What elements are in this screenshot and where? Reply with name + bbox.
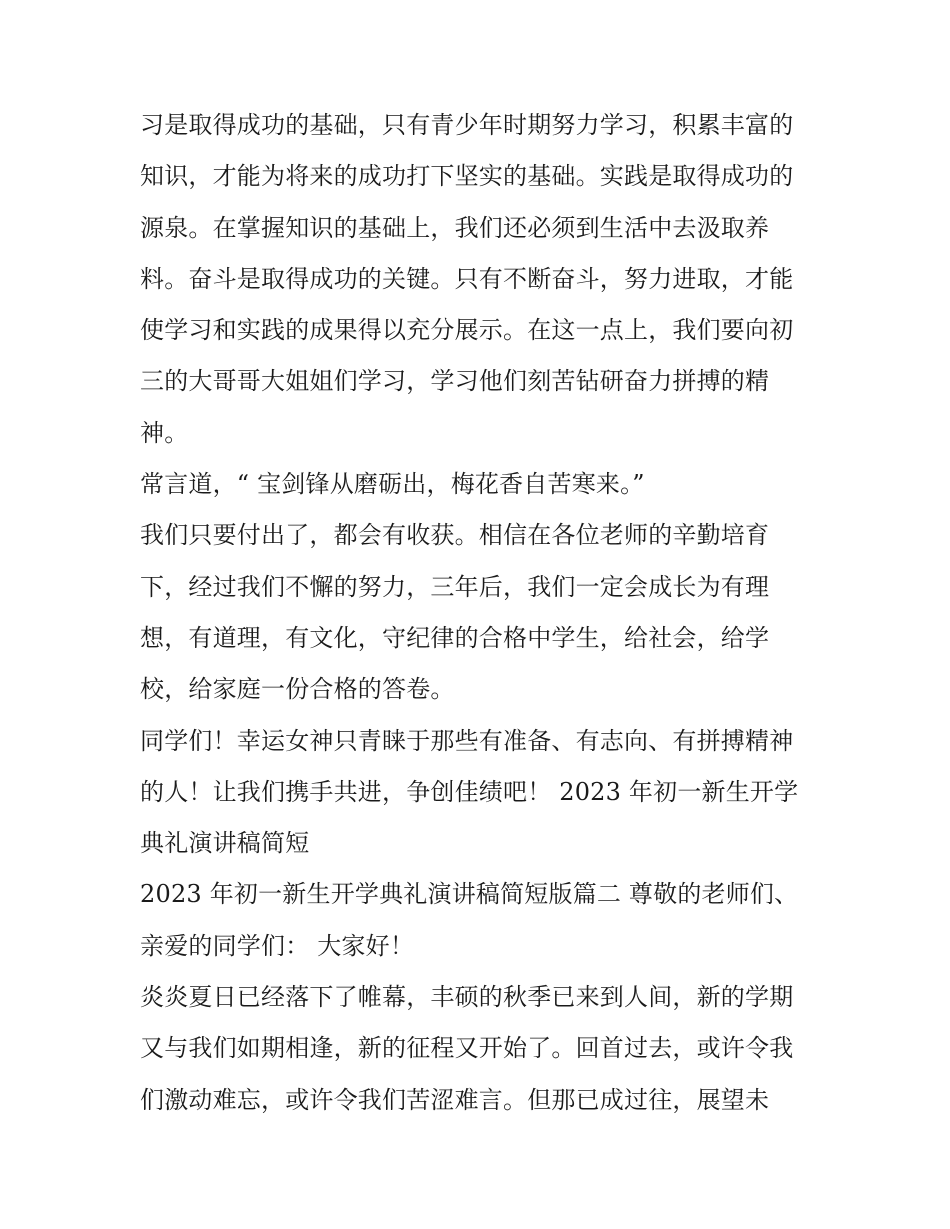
text-line: 炎炎夏日已经落下了帷幕，丰硕的秋季已来到人间，新的学期 xyxy=(140,983,794,1012)
text-line: 习是取得成功的基础，只有青少年时期努力学习，积累丰富的 xyxy=(140,111,794,139)
text-line: 的人！让我们携手共进，争创佳绩吧！ 2023 年初一新生开学 xyxy=(140,777,799,806)
text-line: 想，有道理，有文化，守纪律的合格中学生，给社会，给学 xyxy=(140,623,770,652)
text-line: 又与我们如期相逢，新的征程又开始了。回首过去，或许令我 xyxy=(140,1034,794,1063)
text-line: 料。奋斗是取得成功的关键。只有不断奋斗，努力进取，才能 xyxy=(140,264,794,293)
text-line: 神。 xyxy=(140,418,189,447)
text-line: 知识，才能为将来的成功打下坚实的基础。实践是取得成功的 xyxy=(140,162,794,191)
text-line: 三的大哥哥大姐姐们学习，学习他们刻苦钻研奋力拼搏的精 xyxy=(140,367,770,396)
text-line: 亲爱的同学们： 大家好！ xyxy=(140,931,415,960)
text-line: 使学习和实践的成果得以充分展示。在这一点上，我们要向初 xyxy=(140,316,794,345)
text-line: 典礼演讲稿简短 xyxy=(140,829,310,858)
text-line: 源泉。在掌握知识的基础上，我们还必须到生活中去汲取养 xyxy=(140,213,770,242)
document-body xyxy=(140,100,820,1126)
text-line: 我们只要付出了，都会有收获。相信在各位老师的辛勤培育 xyxy=(140,521,770,550)
text-line: 2023 年初一新生开学典礼演讲稿简短版篇二 尊敬的老师们、 xyxy=(140,880,799,909)
text-line: 同学们！幸运女神只青睐于那些有准备、有志向、有拼搏精神 xyxy=(140,726,794,755)
text-line: 常言道，“ 宝剑锋从磨砺出，梅花香自苦寒来。” xyxy=(140,470,645,499)
text-line: 校，给家庭一份合格的答卷。 xyxy=(140,675,455,704)
text-line: 们激动难忘，或许令我们苦涩难言。但那已成过往，展望未 xyxy=(140,1085,770,1114)
text-line: 下，经过我们不懈的努力，三年后，我们一定会成长为有理 xyxy=(140,572,770,601)
